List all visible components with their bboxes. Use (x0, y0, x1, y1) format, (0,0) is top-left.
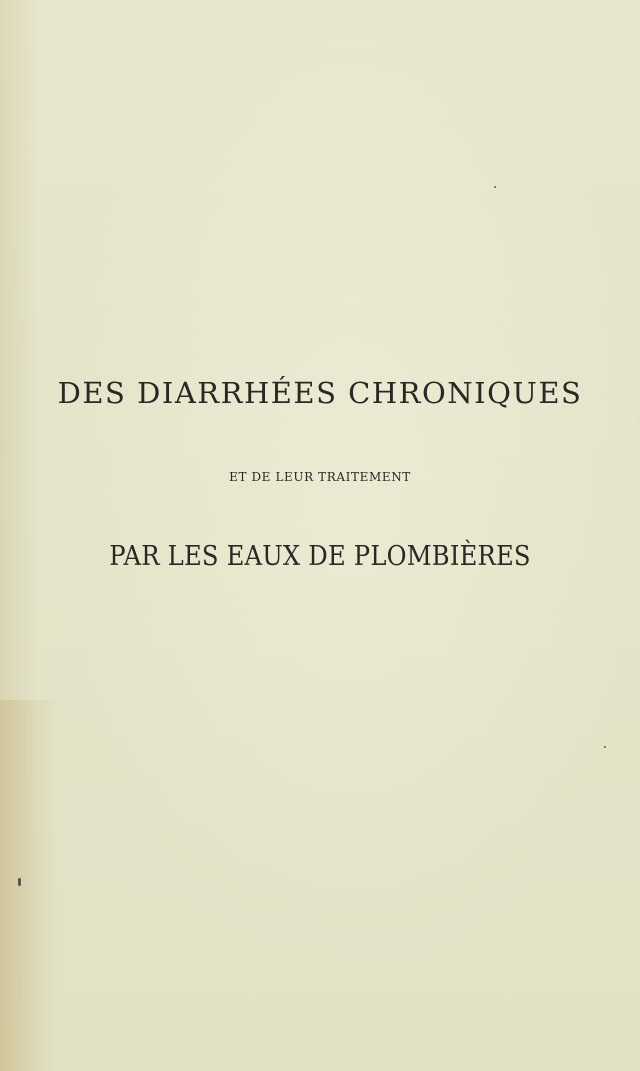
paper-stain (0, 700, 60, 1071)
book-title-continued: PAR LES EAUX DE PLOMBIÈRES (109, 541, 531, 572)
paper-speck (494, 186, 496, 188)
paper-speck (18, 878, 21, 886)
book-subtitle: ET DE LEUR TRAITEMENT (229, 470, 411, 484)
book-title: DES DIARRHÉES CHRONIQUES (57, 376, 583, 410)
paper-speck (604, 746, 606, 748)
